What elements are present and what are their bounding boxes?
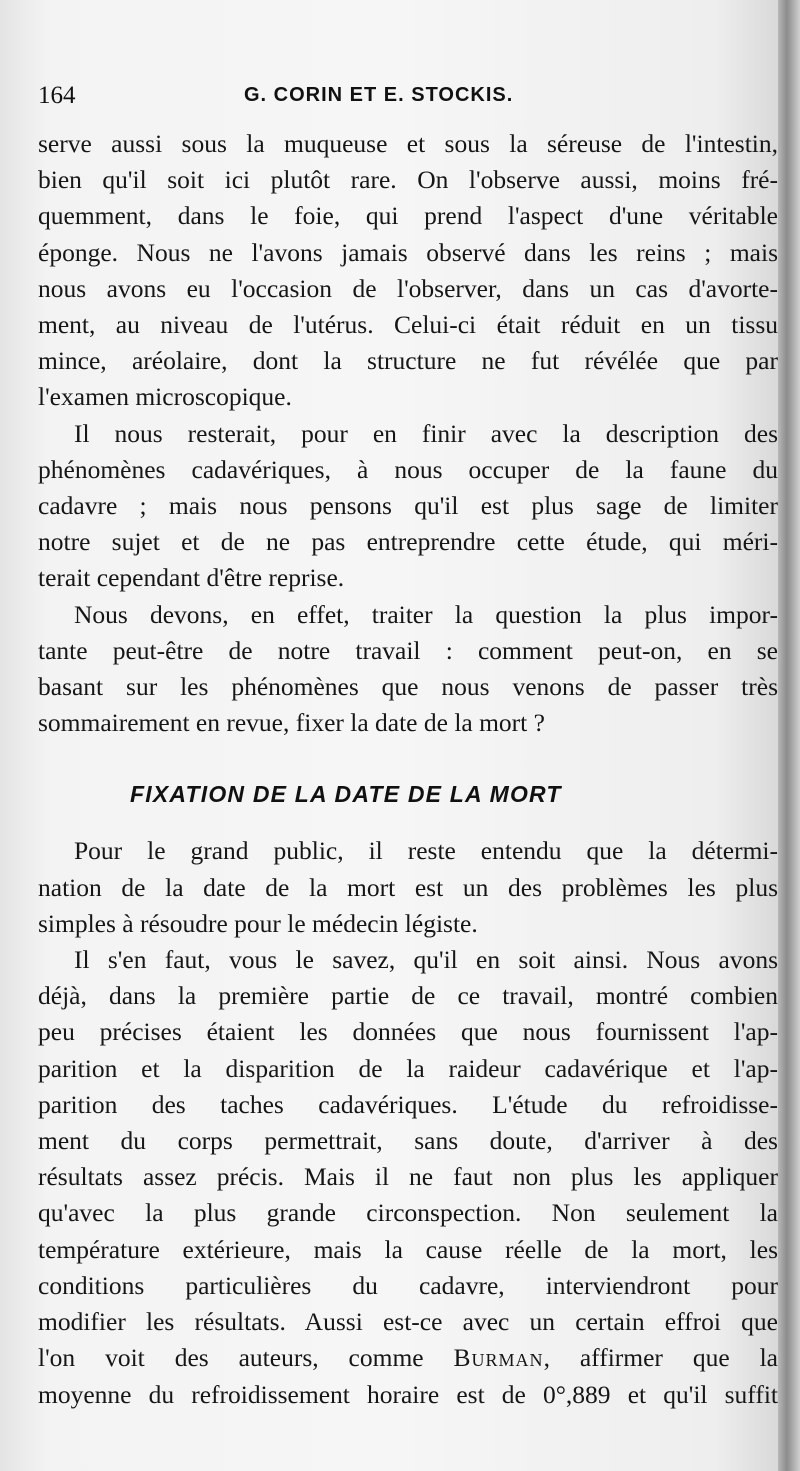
text-line: éponge. Nous ne l'avons jamais observé dans les reins ; mais	[38, 237, 778, 267]
text-line: basant sur les phénomènes que nous venons de passer très	[38, 672, 778, 702]
running-head: G. CORIN ET E. STOCKIS.	[244, 84, 514, 106]
text-line: bien qu'il soit ici plutôt rare. On l'observe aussi, moins fré-	[38, 165, 778, 195]
text-line: ment du corps permettrait, sans doute, d'arriver à des	[38, 1126, 778, 1156]
book-spine-shadow	[778, 0, 800, 1471]
text-line	[38, 1340, 778, 1376]
text-line: tante peut-être de notre travail : comment peut-on, en se	[38, 635, 778, 665]
text-line: déjà, dans la première partie de ce travail, montré combien	[38, 981, 778, 1011]
text-line: sommairement en revue, fixer la date de la mort ?	[38, 708, 545, 738]
text-line: modifier les résultats. Aussi est-ce avec un certain effroi que	[38, 1307, 778, 1337]
text-line: conditions particulières du cadavre, interviendront pour	[38, 1270, 778, 1300]
text-line: cadavre ; mais nous pensons qu'il est plus sage de limiter	[38, 491, 778, 521]
text-line: serve aussi sous la muqueuse et sous la séreuse de l'intestin,	[38, 129, 778, 158]
page-text	[38, 74, 778, 1413]
text-line: résultats assez précis. Mais il ne faut non plus les appliquer	[38, 1162, 778, 1192]
paragraph-4	[38, 833, 778, 942]
page-header	[38, 74, 778, 126]
paragraph-5	[38, 942, 778, 1413]
text-line: l'examen microscopique.	[38, 382, 292, 412]
text-line: nation de la date de la mort est un des problèmes les plus	[38, 872, 778, 902]
text-line: Pour le grand public, il reste entendu que la détermi-	[74, 836, 778, 866]
text-line: nous avons eu l'occasion de l'observer, dans un cas d'avorte-	[38, 273, 778, 303]
text-line: Nous devons, en effet, traiter la question la plus impor-	[74, 599, 778, 629]
text-segment: l'on voit des auteurs, comme	[38, 1343, 454, 1373]
text-line: température extérieure, mais la cause réelle de la mort, les	[38, 1234, 778, 1264]
text-line: quemment, dans le foie, qui prend l'aspect d'une véritable	[38, 201, 778, 231]
page-number: 164	[38, 82, 76, 109]
text-line: mince, aréolaire, dont la structure ne fut révélée que par	[38, 346, 778, 376]
text-line: simples à résoudre pour le médecin légiste.	[38, 908, 478, 938]
paragraph-3	[38, 597, 778, 742]
text-line: peu précises étaient les données que nous fournissent l'ap-	[38, 1017, 778, 1047]
text-line: Il s'en faut, vous le savez, qu'il en soit ainsi. Nous avons	[74, 945, 778, 975]
text-line: Il nous resterait, pour en finir avec la description des	[74, 418, 778, 448]
paragraph-1	[38, 126, 778, 416]
section-title: FIXATION DE LA DATE DE LA MORT	[130, 781, 562, 808]
author-name: Burman	[453, 1343, 544, 1373]
text-line: terait cependant d'être reprise.	[38, 563, 345, 593]
text-line: qu'avec la plus grande circonspection. Non seulement la	[38, 1198, 778, 1228]
text-line: parition des taches cadavériques. L'étude du refroidisse-	[38, 1089, 778, 1119]
text-line: parition et la disparition de la raideur cadavérique et l'ap-	[38, 1053, 778, 1083]
text-line: ment, au niveau de l'utérus. Celui-ci était réduit en un tissu	[38, 310, 778, 340]
text-segment: , affirmer que la	[543, 1343, 778, 1373]
text-line: phénomènes cadavériques, à nous occuper de la faune du	[38, 454, 778, 484]
paragraph-2	[38, 416, 778, 597]
text-line: notre sujet et de ne pas entreprendre cette étude, qui méri-	[38, 527, 778, 557]
text-line: moyenne du refroidissement horaire est de 0°,889 et qu'il suffit	[38, 1379, 778, 1409]
